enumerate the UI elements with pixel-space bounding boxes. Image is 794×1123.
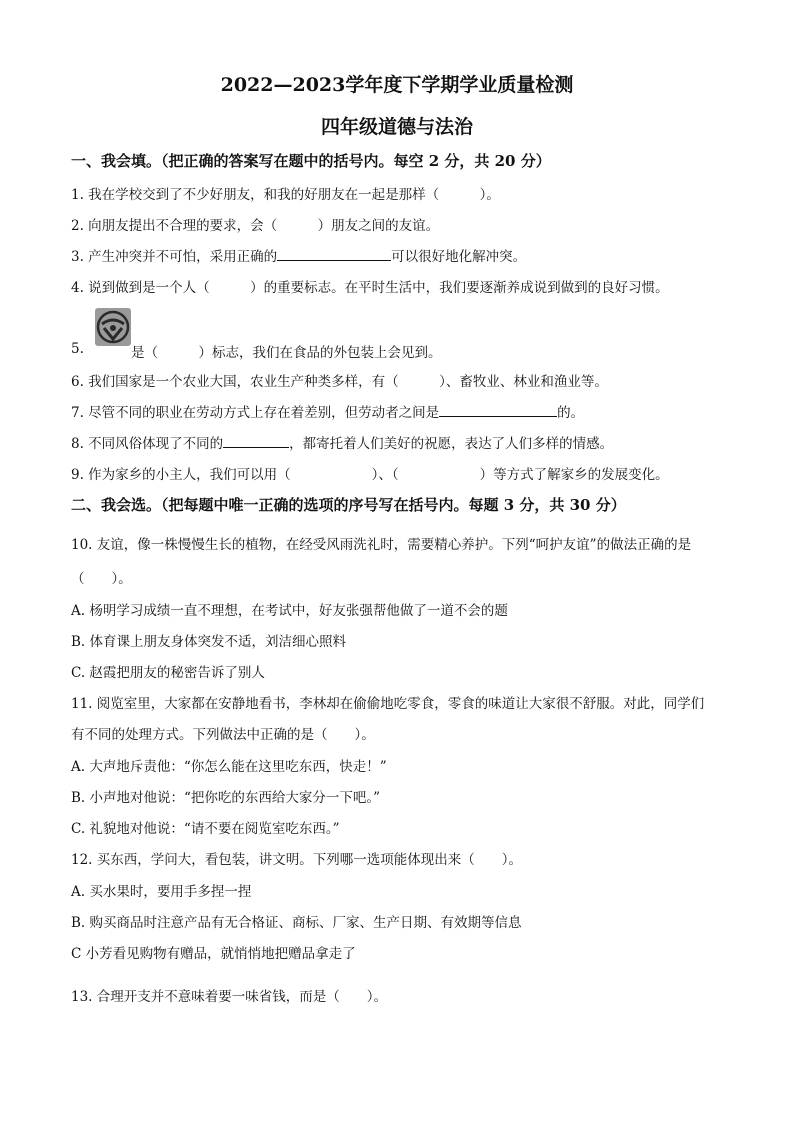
question-4: 4. 说到做到是一个人（ ）的重要标志。在平时生活中，我们要逐渐养成说到做到的良好习惯。 <box>71 280 669 296</box>
question-7 <box>71 401 584 421</box>
question-8-after: ，都寄托着人们美好的祝愿，表达了人们多样的情感。 <box>289 436 614 452</box>
question-6: 6. 我们国家是一个农业大国，农业生产种类多样，有（ ）、畜牧业、林业和渔业等。 <box>71 374 608 390</box>
question-8-before: 8. 不同风俗体现了不同的 <box>71 436 224 452</box>
answer-blank[interactable] <box>223 433 289 448</box>
exam-title: 2022—2023学年度下学期学业质量检测 <box>220 74 574 96</box>
option-12-b: B. 购买商品时注意产品有无合格证、商标、厂家、生产日期、有效期等信息 <box>71 915 522 931</box>
question-10: 10. 友谊，像一株慢慢生长的植物，在经受风雨洗礼时，需要精心养护。下列“呵护友谊”的做法正确的是 <box>71 537 692 553</box>
question-7-before: 7. 尽管不同的职业在劳动方式上存在着差别，但劳动者之间是 <box>71 405 440 421</box>
food-safety-logo-icon <box>95 308 131 346</box>
question-11-cont: 有不同的处理方式。下列做法中正确的是（ ）。 <box>71 727 375 743</box>
question-1: 1. 我在学校交到了不少好朋友，和我的好朋友在一起是那样（ ）。 <box>71 187 500 203</box>
question-5: 是（ ）标志，我们在食品的外包装上会见到。 <box>131 345 442 361</box>
option-10-a: A. 杨明学习成绩一直不理想，在考试中，好友张强帮他做了一道不会的题 <box>71 603 508 619</box>
question-13: 13. 合理开支并不意味着要一味省钱，而是（ ）。 <box>71 989 388 1005</box>
question-11: 11. 阅览室里，大家都在安静地看书，李林却在偷偷地吃零食，零食的味道让大家很不舒服。对此，同学们 <box>71 696 705 712</box>
exam-subtitle: 四年级道德与法治 <box>320 116 473 138</box>
option-12-c: C 小芳看见购物有赠品，就悄悄地把赠品拿走了 <box>71 946 356 962</box>
section-heading-choose: 二、我会选。（把每题中唯一正确的选项的序号写在括号内。每题 3 分，共 30 分） <box>71 496 626 514</box>
option-11-c: C. 礼貌地对他说：“请不要在阅览室吃东西。” <box>71 821 340 837</box>
answer-blank[interactable] <box>277 246 391 261</box>
question-2: 2. 向朋友提出不合理的要求，会（ ）朋友之间的友谊。 <box>71 218 440 234</box>
question-3-before: 3. 产生冲突并不可怕，采用正确的 <box>71 249 278 265</box>
question-5-number: 5. <box>71 341 84 357</box>
section-heading-fill: 一、我会填。（把正确的答案写在题中的括号内。每空 2 分，共 20 分） <box>71 152 551 170</box>
option-11-a: A. 大声地斥责他：“你怎么能在这里吃东西，快走！” <box>71 759 387 775</box>
question-12: 12. 买东西，学问大，看包装，讲文明。下列哪一选项能体现出来（ ）。 <box>71 852 523 868</box>
question-8 <box>71 432 613 452</box>
option-12-a: A. 买水果时，要用手多捏一捏 <box>71 884 252 900</box>
answer-blank[interactable] <box>439 402 557 417</box>
question-3 <box>71 245 526 265</box>
option-10-b: B. 体育课上朋友身体突发不适，刘洁细心照料 <box>71 634 347 650</box>
question-7-after: 的。 <box>557 405 585 421</box>
question-10-paren: （ ）。 <box>71 571 132 587</box>
question-3-after: 可以很好地化解冲突。 <box>391 249 527 265</box>
question-9: 9. 作为家乡的小主人，我们可以用（ ）、（ ）等方式了解家乡的发展变化。 <box>71 467 669 483</box>
option-11-b: B. 小声地对他说：“把你吃的东西给大家分一下吧。” <box>71 790 381 806</box>
option-10-c: C. 赵霞把朋友的秘密告诉了别人 <box>71 665 265 681</box>
